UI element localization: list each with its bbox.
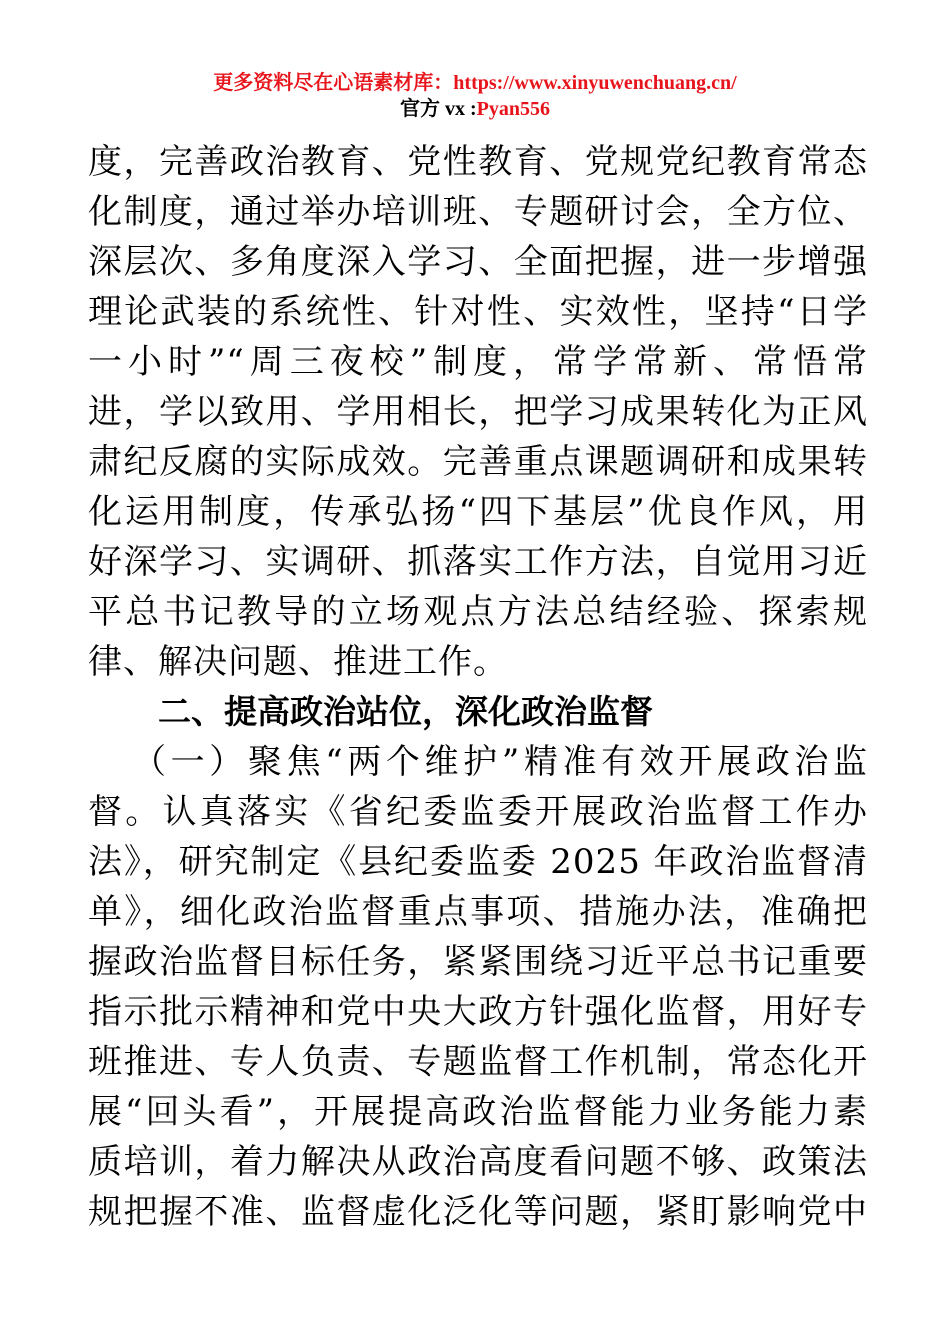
section-line: 指示批示精神和党中央大政方针强化监督，用好专 — [88, 992, 868, 1032]
body-line: 化运用制度，传承弘扬“四下基层”优良作风，用 — [88, 492, 868, 532]
section-line: 握政治监督目标任务，紧紧围绕习近平总书记重要 — [88, 942, 868, 982]
body-line: 肃纪反腐的实际成效。完善重点课题调研和成果转 — [88, 442, 868, 482]
header-banner — [0, 70, 950, 122]
section-line: 法》，研究制定《县纪委监委 2025 年政治监督清 — [88, 842, 868, 882]
banner-line-2 — [0, 96, 950, 122]
banner-line-1 — [0, 70, 950, 96]
banner-text: 更多资料尽在心语素材库： — [213, 72, 454, 94]
section-line: 单》，细化政治监督重点事项、措施办法，准确把 — [88, 892, 868, 932]
document-body — [88, 137, 868, 1237]
body-line: 律、解决问题、推进工作。 — [88, 642, 508, 682]
section-line: 班推进、专人负责、专题监督工作机制，常态化开 — [88, 1042, 868, 1082]
body-line: 度，完善政治教育、党性教育、党规党纪教育常态 — [88, 142, 868, 182]
section-line: （一）聚焦“两个维护”精准有效开展政治监 — [132, 742, 868, 782]
banner-url-link[interactable]: https://www.xinyuwenchuang.cn/ — [453, 72, 737, 94]
body-line: 化制度，通过举办培训班、专题研讨会，全方位、 — [88, 192, 868, 232]
banner-vx-label: 官方 vx : — [399, 98, 477, 120]
body-line: 进，学以致用、学用相长，把学习成果转化为正风 — [88, 392, 868, 432]
body-line: 理论武装的系统性、针对性、实效性，坚持“日学 — [88, 292, 868, 332]
section-line: 规把握不准、监督虚化泛化等问题，紧盯影响党中 — [88, 1192, 868, 1232]
section-line: 督。认真落实《省纪委监委开展政治监督工作办 — [88, 792, 868, 832]
banner-vx-id: Pyan556 — [476, 98, 550, 120]
section-line: 展“回头看”，开展提高政治监督能力业务能力素 — [88, 1092, 868, 1132]
section-line: 质培训，着力解决从政治高度看问题不够、政策法 — [88, 1142, 868, 1182]
body-line: 一小时”“周三夜校”制度，常学常新、常悟常 — [88, 342, 868, 382]
section-heading: 二、提高政治站位，深化政治监督 — [158, 692, 653, 731]
body-line: 好深学习、实调研、抓落实工作方法，自觉用习近 — [88, 542, 868, 582]
body-line: 平总书记教导的立场观点方法总结经验、探索规 — [88, 592, 868, 632]
body-line: 深层次、多角度深入学习、全面把握，进一步增强 — [88, 242, 868, 282]
